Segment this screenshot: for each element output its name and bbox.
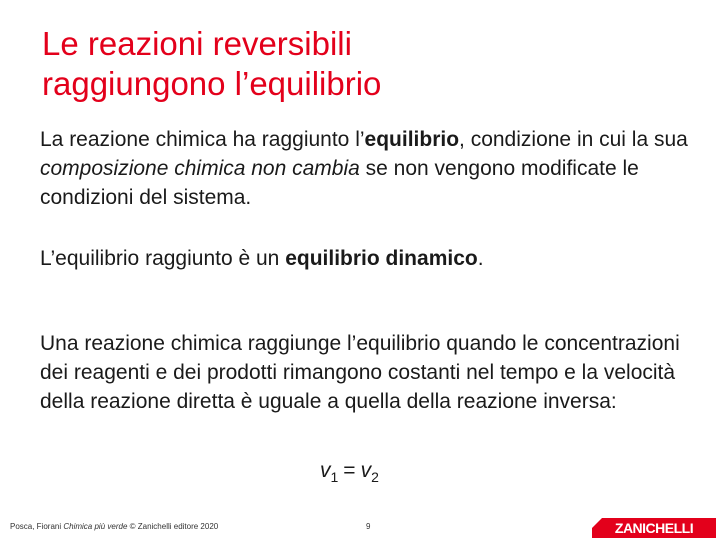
p1-italic-composition: composizione chimica non cambia — [40, 157, 360, 180]
footer-credit-start: Posca, Fiorani — [10, 522, 64, 531]
page-number: 9 — [366, 522, 371, 531]
publisher-logo — [592, 518, 716, 538]
equation-right-subscript: 2 — [371, 469, 379, 485]
paragraph-equal-rates: Una reazione chimica raggiunge l’equilibrio quando le concentrazioni dei reagenti e dei prodotti rimangono costanti nel tempo e la velocità della reazione diretta è uguale a quella della reazione inversa: — [40, 332, 680, 413]
equation-operator: = — [343, 459, 356, 482]
rate-equation — [320, 456, 379, 492]
p1-text-1: La reazione chimica ha raggiunto l’ — [40, 128, 365, 151]
p2-bold-dynamic: equilibrio dinamico — [285, 247, 478, 270]
slide-title — [42, 24, 682, 104]
logo-text: ZANICHELLI — [614, 520, 694, 536]
p1-text-2: , condizione in cui la sua — [459, 128, 688, 151]
footer-credit — [10, 522, 218, 532]
slide-title-line-2: raggiungono l’equilibrio — [42, 65, 382, 102]
footer-book-title: Chimica più verde — [63, 522, 128, 531]
paragraph-dynamic-equilibrium — [40, 244, 690, 273]
equation-left-var: v — [320, 459, 331, 482]
logo-corner-icon — [592, 518, 602, 528]
footer-credit-end: © Zanichelli editore 2020 — [127, 522, 219, 531]
p1-text-3: se non vengono modificate le condizioni del sistema. — [40, 157, 639, 209]
p2-text-2: . — [477, 247, 484, 270]
p2-text-1: L’equilibrio raggiunto è un — [40, 247, 286, 270]
slide-title-line-1: Le reazioni reversibili — [42, 25, 352, 62]
p1-bold-equilibrio: equilibrio — [364, 128, 460, 151]
equation-right-var: v — [360, 459, 372, 482]
equation-left-subscript: 1 — [330, 469, 339, 485]
paragraph-equilibrium-definition — [40, 125, 690, 212]
